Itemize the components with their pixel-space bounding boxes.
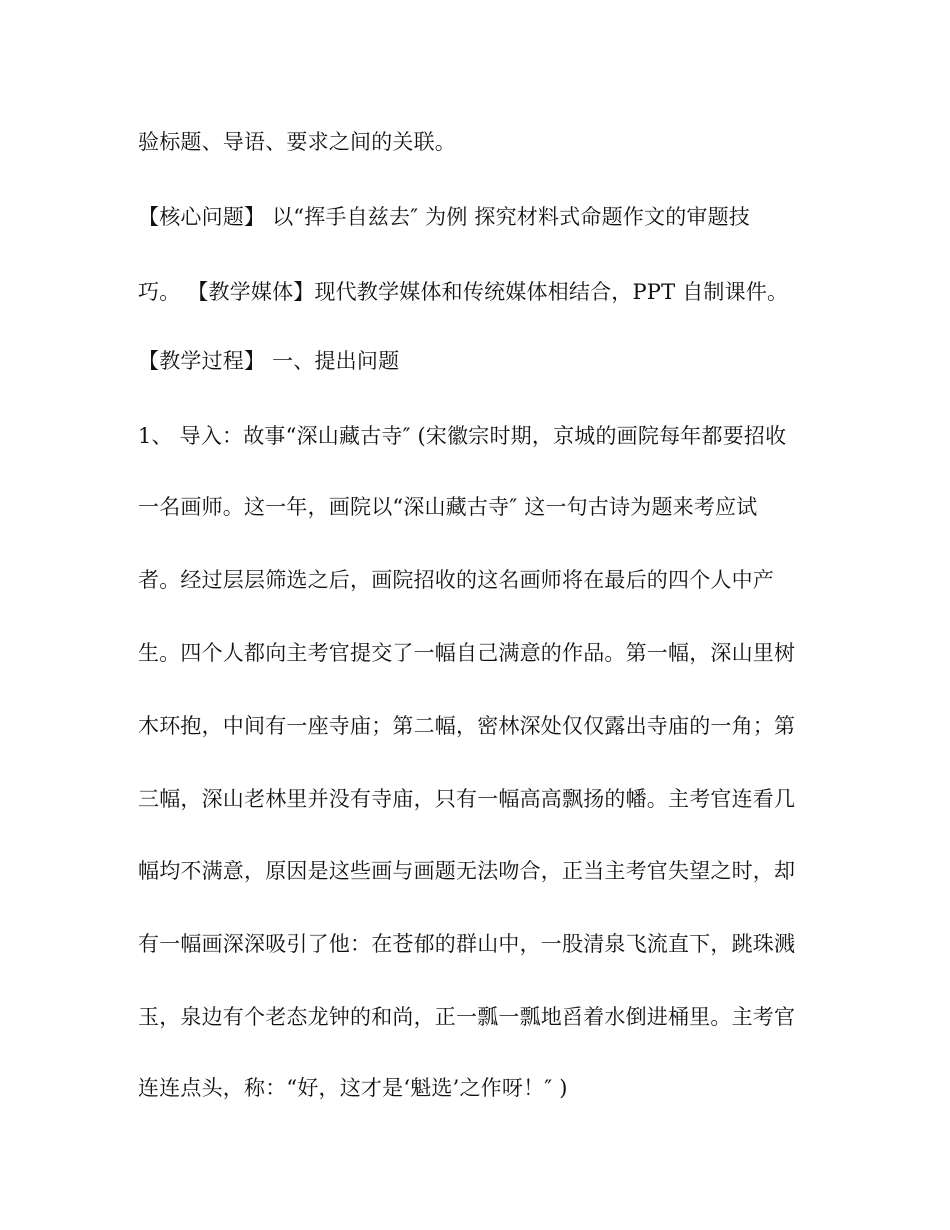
body-text-line: 一名画师。这一年，画院以“深山藏古寺″ 这一句古诗为题来考应试	[138, 495, 758, 519]
body-text-line: 1、 导入：故事“深山藏古寺″ (宋徽宗时期，京城的画院每年都要招收	[138, 424, 787, 448]
body-text-line: 者。经过层层筛选之后，画院招收的这名画师将在最后的四个人中产	[138, 568, 774, 592]
body-text-line: 连连点头，称：“好，这才是‘魁选’之作呀！″ )	[138, 1076, 568, 1100]
body-text-line: 幅均不满意，原因是这些画与画题无法吻合，正当主考官失望之时，却	[138, 859, 796, 883]
body-text-line: 生。四个人都向主考官提交了一幅自己满意的作品。第一幅，深山里树	[138, 641, 796, 665]
body-text-line: 三幅，深山老林里并没有寺庙，只有一幅高高飘扬的幡。主考官连看几	[138, 787, 796, 811]
body-text-line: 有一幅画深深吸引了他：在苍郁的群山中，一股清泉飞流直下，跳珠溅	[138, 932, 796, 956]
body-text-line: 验标题、导语、要求之间的关联。	[138, 130, 456, 154]
body-text-line: 玉，泉边有个老态龙钟的和尚，正一瓢一瓢地舀着水倒进桶里。主考官	[138, 1005, 796, 1029]
core-question-line: 【核心问题】 以“挥手自兹去″ 为例 探究材料式命题作文的审题技	[138, 205, 751, 229]
teaching-media-line: 巧。 【教学媒体】现代教学媒体和传统媒体相结合，PPT 自制课件。	[138, 280, 789, 304]
teaching-process-heading: 【教学过程】 一、提出问题	[138, 349, 400, 373]
body-text-line: 木环抱，中间有一座寺庙；第二幅，密林深处仅仅露出寺庙的一角；第	[138, 714, 796, 738]
